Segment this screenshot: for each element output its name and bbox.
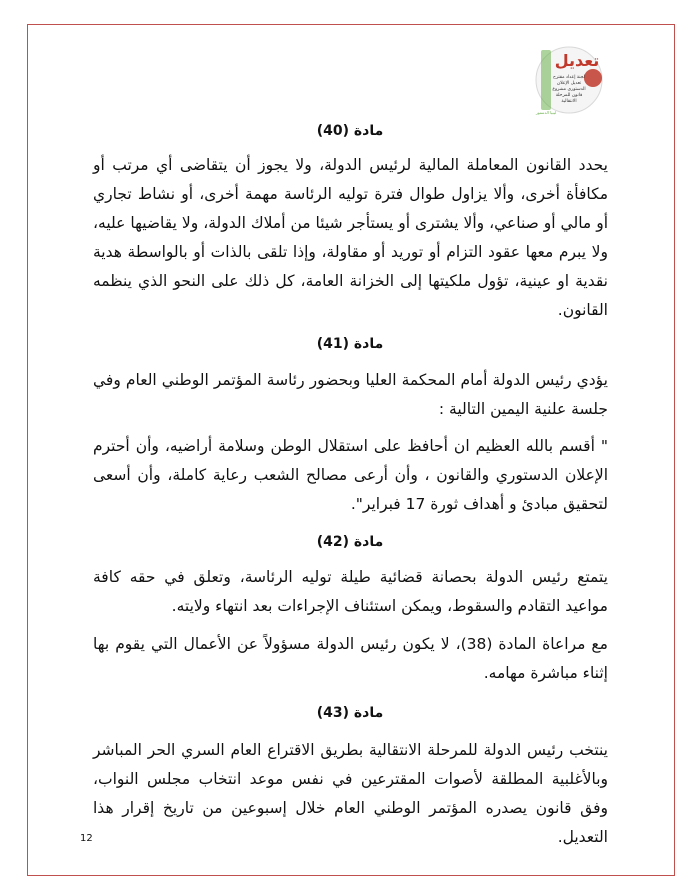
article-heading: مادة (42) <box>316 534 384 550</box>
article-paragraph: مع مراعاة المادة (38)، لا يكون رئيس الدولة مسؤولاً عن الأعمال التي يقوم بها إثناء مباشرة مهامه. <box>93 635 608 682</box>
article-heading: مادة (41) <box>316 336 384 352</box>
page-number: 12 <box>80 833 93 844</box>
logo-subtitle: ليبيا الدستور <box>535 110 557 115</box>
logo-tagline-5: الانتقالية <box>561 99 577 104</box>
article-heading: مادة (43) <box>316 705 384 721</box>
oath-text: " أقسم بالله العظيم ان أحافظ على استقلال الوطن وسلامة أراضيه، وأن أحترم الإعلان الدستوري والقانون ، وأن أرعى مصالح الشعب رعاية كاملة، وأن أسعى لتحقيق مبادئ و أهداف ثورة 17 فبراير". <box>93 437 608 513</box>
logo-tagline-2: تعديل الإعلان <box>556 81 582 86</box>
article-paragraph: يحدد القانون المعاملة المالية لرئيس الدولة، ولا يجوز أن يتقاضى أي مرتب أو مكافأة أخرى، وألا يزاول طوال فترة توليه الرئاسة مهمة أخرى، أو نشاط تجاري أو مالي أو صناعي، وألا يشترى أو يستأجر شيئا من أملاك الدولة، ولا يقاضيها عليه، ولا يبرم معها عقود التزام أو توريد أو مقاولة، وإذا تلقى بالذات أو بالواسطة هدية نقدية او عينية، تؤول ملكيتها إلى الخزانة العامة، كل ذلك على النحو الذي ينظمه القانون. <box>93 156 608 319</box>
logo <box>533 44 605 116</box>
logo-title: تعديل <box>554 51 600 70</box>
article-paragraph: ينتخب رئيس الدولة للمرحلة الانتقالية بطريق الاقتراع العام السري الحر المباشر وبالأغلبية المطلقة لأصوات المقترعين في نفس موعد انتخاب مجلس النواب، وفق قانون يصدره المؤتمر الوطني العام خلال إسبوعين من تاريخ إقرار هذا التعديل. <box>93 741 608 846</box>
logo-tagline-4: قانون للمرحلة <box>555 93 583 98</box>
article-heading: مادة (40) <box>316 123 384 139</box>
logo-tagline-3: الدستوري مشروع <box>552 87 586 92</box>
logo-tagline-1: لجنة إعداد مقترح <box>553 75 585 80</box>
article-paragraph: يتمتع رئيس الدولة بحصانة قضائية طيلة توليه الرئاسة، وتعلق في حقه كافة مواعيد التقادم والسقوط، ويمكن استئناف الإجراءات بعد انتهاء ولايته. <box>93 568 608 615</box>
article-paragraph: يؤدي رئيس الدولة أمام المحكمة العليا وبحضور رئاسة المؤتمر الوطني العام وفي جلسة علنية اليمين التالية : <box>93 371 608 418</box>
